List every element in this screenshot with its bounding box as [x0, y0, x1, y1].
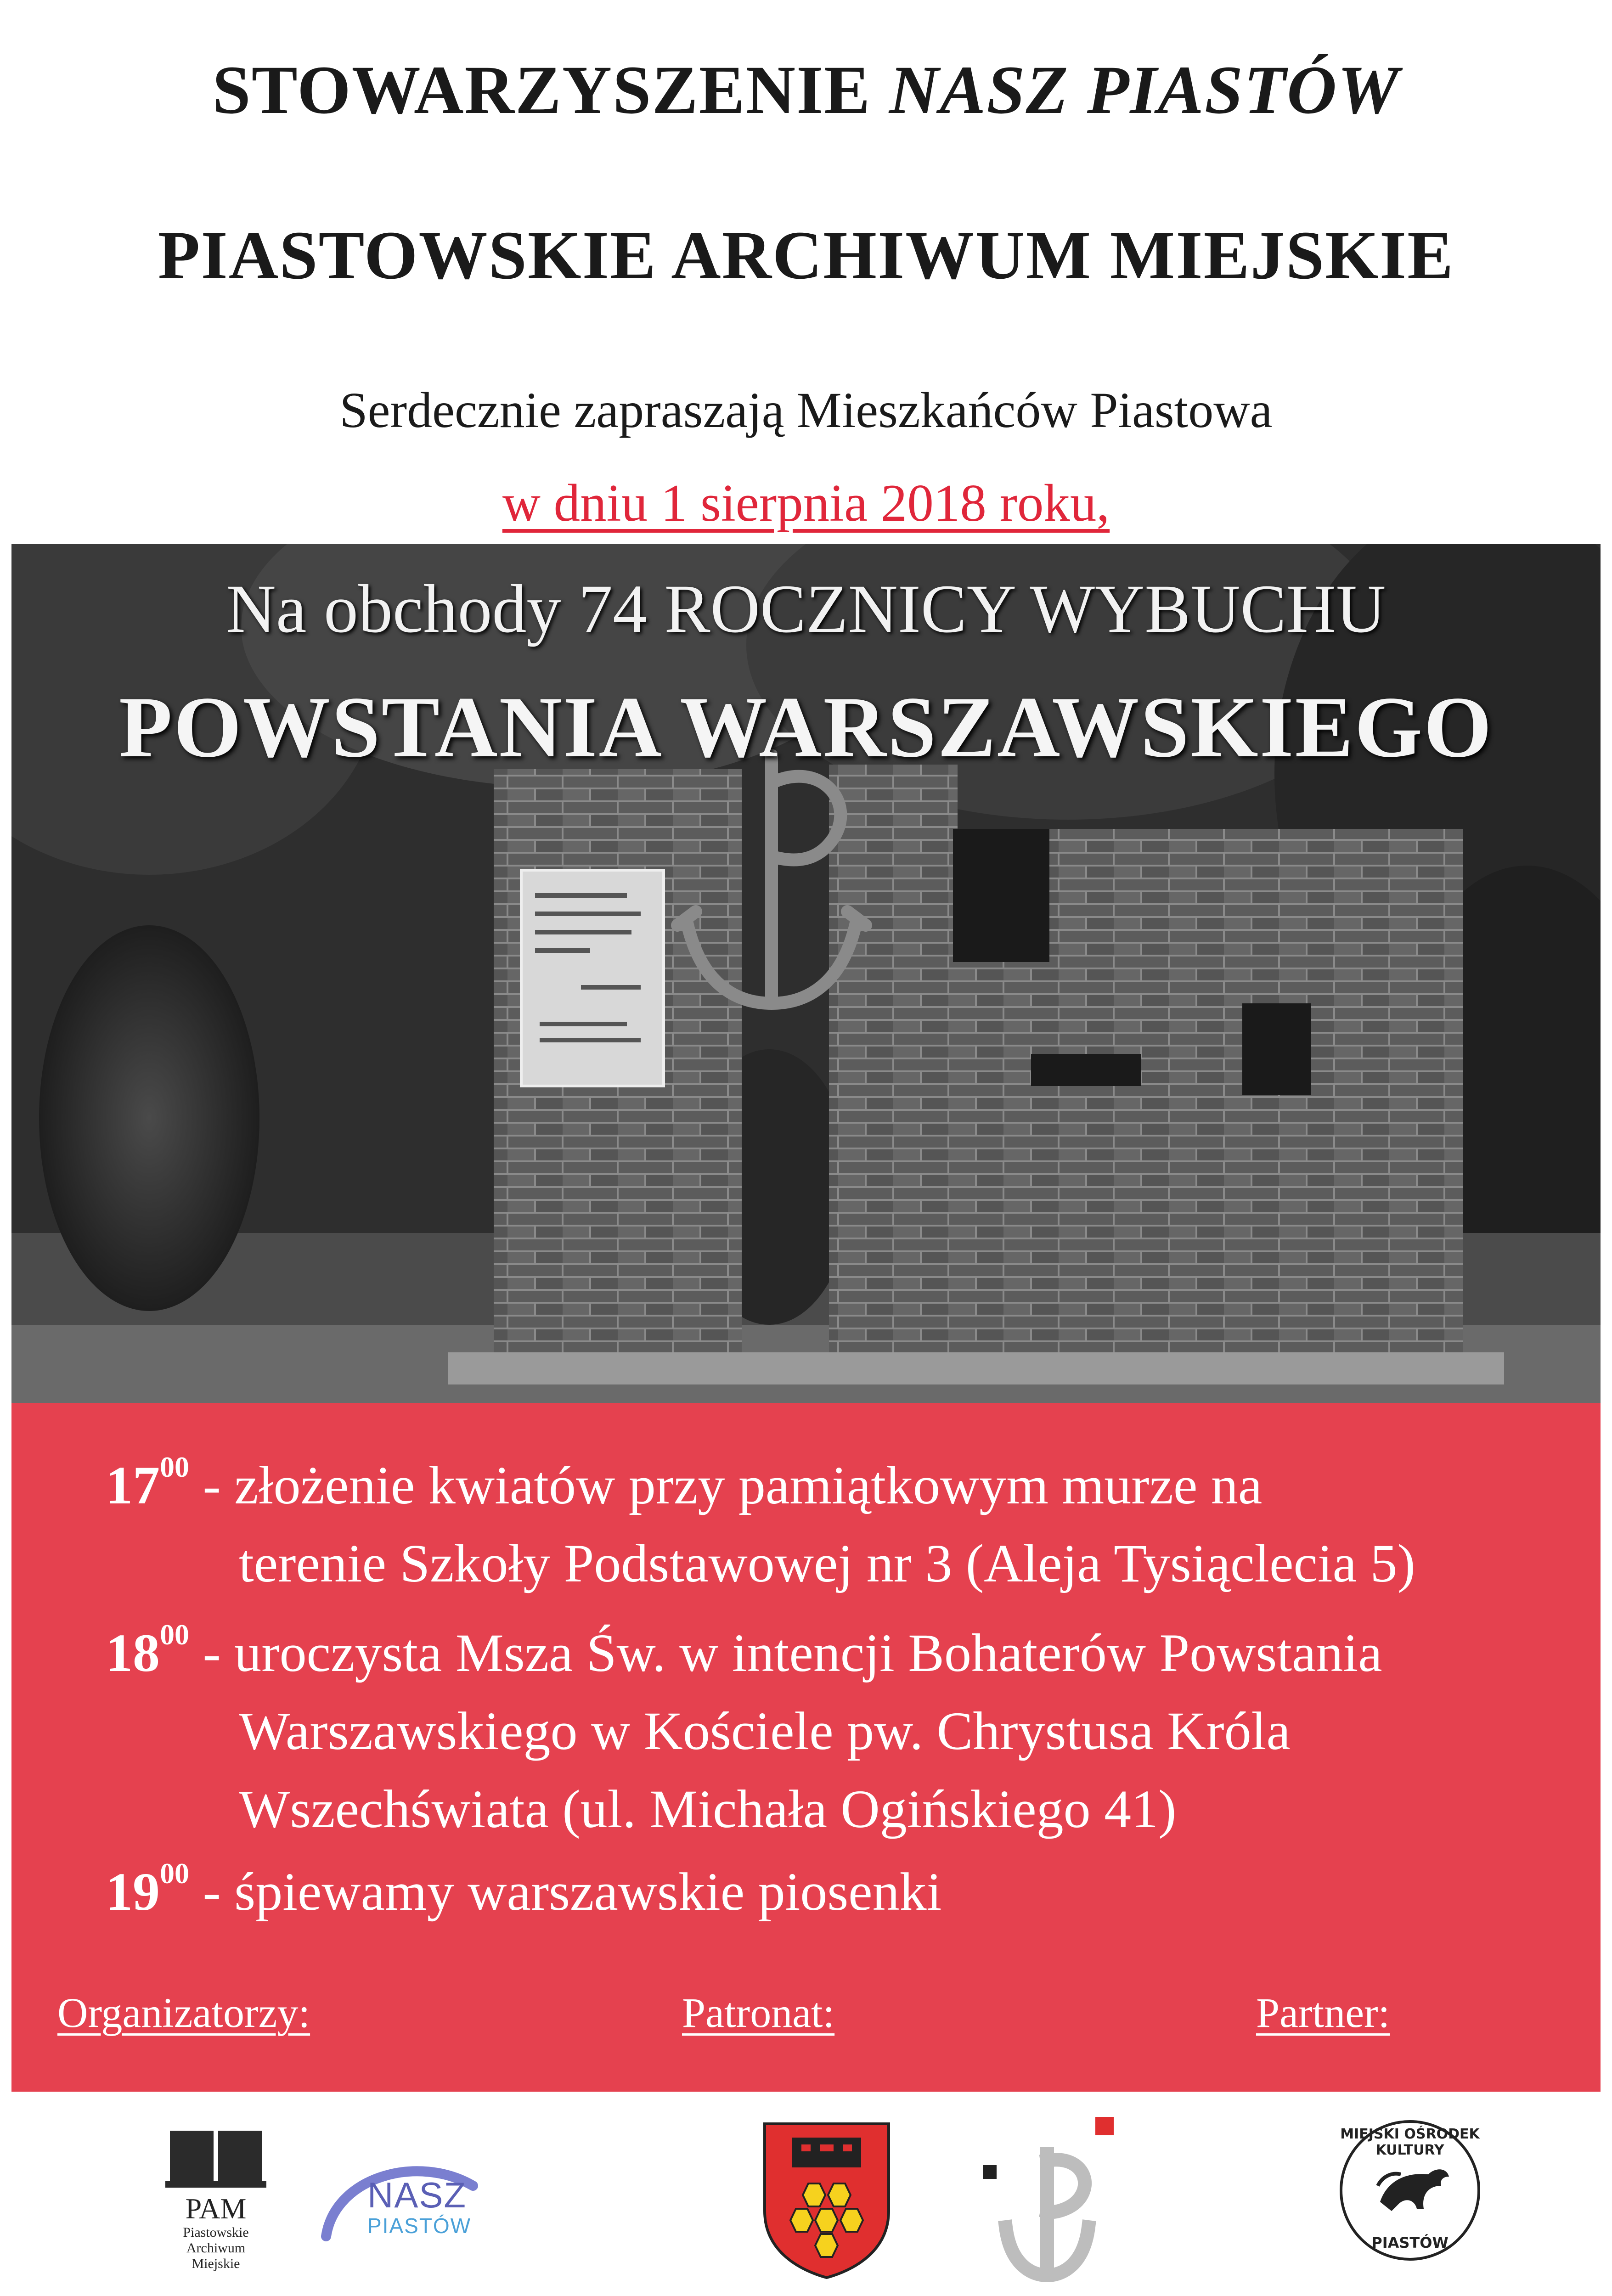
schedule-line1: - uroczysta Msza Św. w intencji Bohaterów Powstania — [203, 1623, 1382, 1683]
memorial-photo — [11, 544, 1601, 1403]
mok-bottom-text: PIASTÓW — [1371, 2234, 1449, 2251]
schedule-item — [106, 1596, 1382, 1848]
photo-title-line2: POWSTANIA WARSZAWSKIEGO — [119, 679, 1493, 776]
association-title-plain: STOWARZYSZENIE — [212, 52, 871, 128]
association-title — [0, 51, 1612, 129]
schedule-item — [106, 1428, 1415, 1603]
pam-line3: Miejskie — [192, 2256, 240, 2271]
schedule-item — [106, 1835, 941, 1931]
event-date: w dniu 1 sierpnia 2018 roku, — [502, 474, 1110, 532]
schedule-panel — [11, 1403, 1601, 2092]
piastow-text: PIASTÓW — [367, 2214, 472, 2238]
schedule-line2: terenie Szkoły Podstawowej nr 3 (Aleja Tysiąclecia 5) — [239, 1533, 1415, 1593]
organizers-label: Organizatorzy: — [57, 1989, 310, 2036]
pam-line2: Archiwum — [186, 2240, 246, 2256]
schedule-line2: Warszawskiego w Kościele pw. Chrystusa Króla — [239, 1701, 1291, 1761]
schedule-hour: 17 — [106, 1455, 160, 1515]
coat-of-arms-icon — [760, 2119, 893, 2280]
patronage-label: Patronat: — [682, 1989, 835, 2036]
nasz-text: NASZ — [367, 2175, 467, 2215]
kotwica-icon — [978, 2112, 1116, 2287]
pam-line1: Piastowskie — [183, 2225, 249, 2240]
schedule-minutes: 00 — [160, 1451, 189, 1483]
schedule-hour: 18 — [106, 1623, 160, 1683]
photo-title-line1: Na obchody 74 ROCZNICY WYBUCHU — [226, 571, 1386, 647]
book-icon — [156, 2122, 276, 2190]
memorial-photo-illustration — [11, 544, 1601, 1403]
schedule-line3: Wszechświata (ul. Michała Ogińskiego 41) — [239, 1779, 1177, 1839]
pam-abbr: PAM — [185, 2192, 247, 2225]
mok-ring-text: MIEJSKI OŚRODEK KULTURY — [1340, 2126, 1480, 2158]
schedule-minutes: 00 — [160, 1618, 189, 1651]
pam-logo — [156, 2122, 276, 2287]
schedule-line1: - złożenie kwiatów przy pamiątkowym murze na — [203, 1455, 1263, 1515]
piastow-coat-of-arms — [760, 2119, 893, 2280]
partner-label: Partner: — [1256, 1989, 1390, 2036]
nasz-piastow-logo — [317, 2149, 491, 2255]
invitation-text: Serdecznie zapraszają Mieszkańców Piastowa — [339, 382, 1273, 438]
schedule-hour: 19 — [106, 1862, 160, 1922]
mok-logo — [1336, 2117, 1483, 2264]
schedule-line1: - śpiewamy warszawskie piosenki — [203, 1862, 942, 1922]
association-title-italic: NASZ PIASTÓW — [889, 52, 1400, 128]
fighting-poland-logo — [978, 2112, 1116, 2287]
archive-title: PIASTOWSKIE ARCHIWUM MIEJSKIE — [158, 217, 1454, 293]
schedule-minutes: 00 — [160, 1857, 189, 1890]
